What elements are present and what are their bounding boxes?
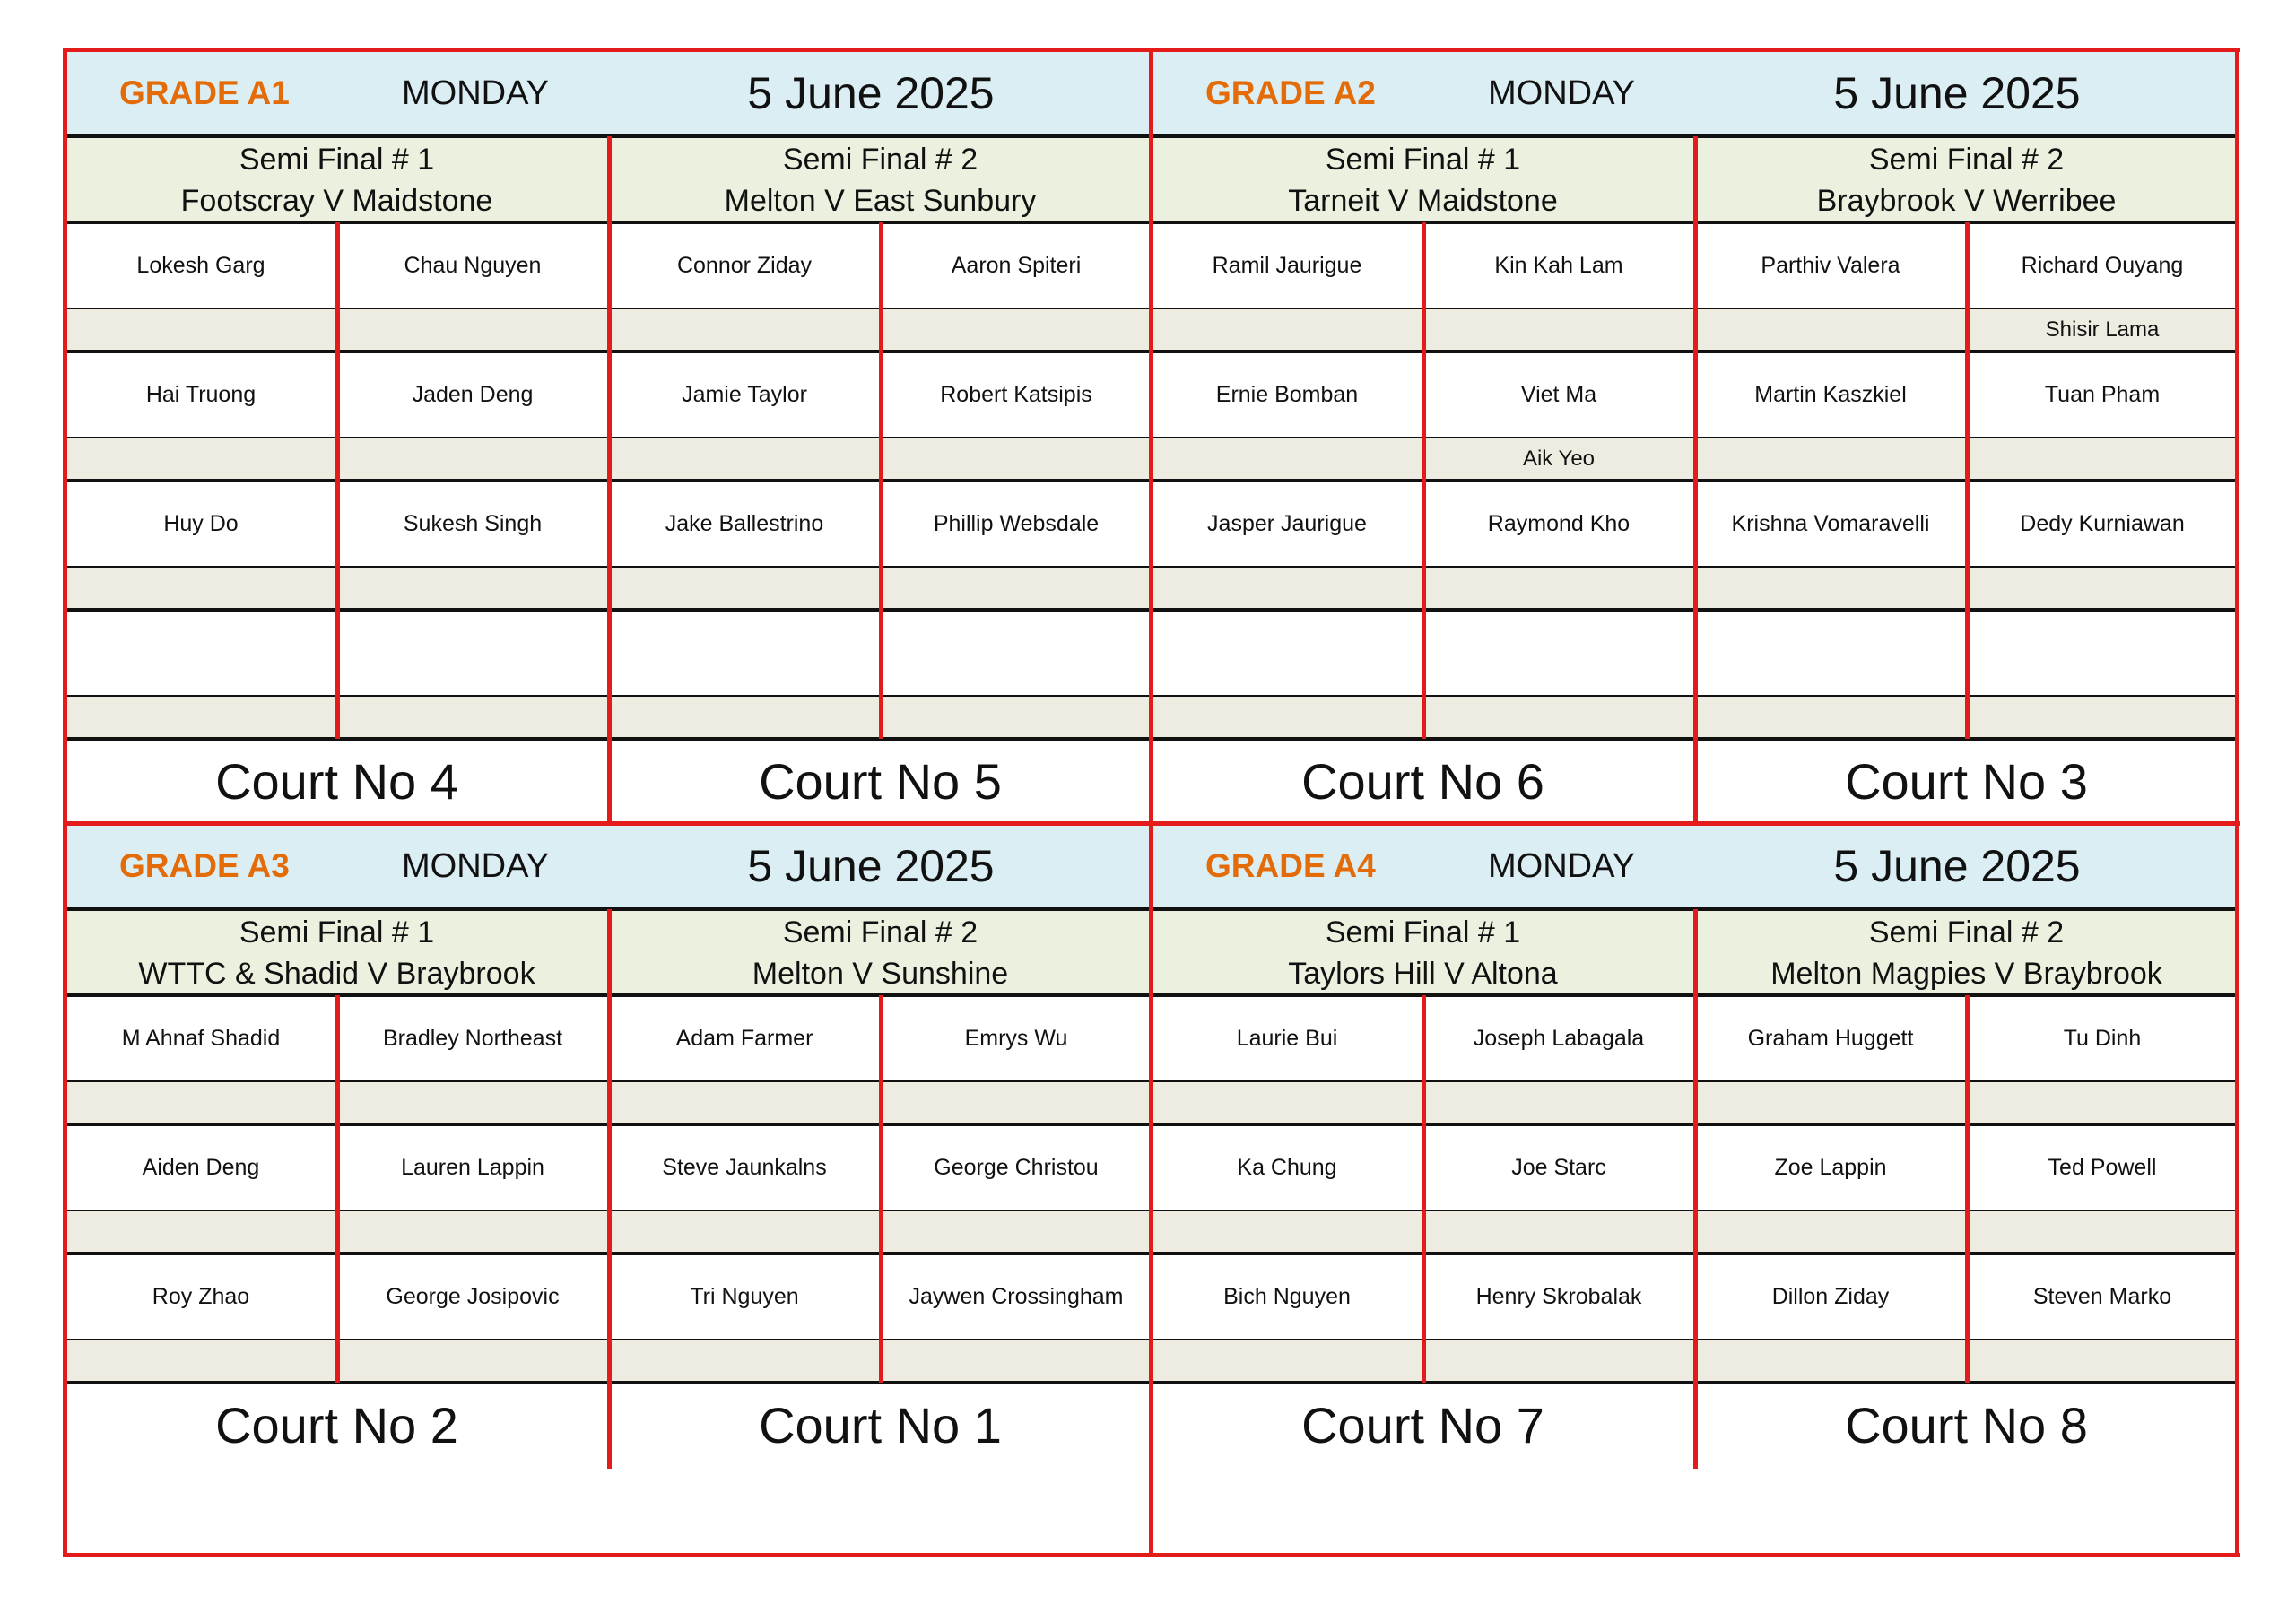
grid-divider — [879, 222, 883, 739]
match-title: Semi Final # 2 — [782, 915, 978, 950]
sub-cell — [1695, 438, 1966, 481]
grid-divider — [1965, 995, 1970, 1383]
player-cell — [1423, 610, 1694, 696]
player-cell: Joe Starc — [1511, 1155, 1606, 1180]
player-cell: Martin Kaszkiel — [1754, 382, 1907, 407]
player-cell: Laurie Bui — [1236, 1026, 1338, 1051]
sub-cell — [609, 567, 880, 610]
day-label: MONDAY — [402, 847, 549, 885]
grade-header — [65, 50, 1152, 136]
match-title: Semi Final # 2 — [1868, 915, 2065, 950]
grade-label: GRADE A2 — [1205, 74, 1376, 111]
player-cell: Tu Dinh — [2063, 1026, 2142, 1051]
court-label: Court No 4 — [215, 753, 458, 810]
court-label: Court No 2 — [215, 1397, 458, 1453]
sub-cell — [65, 438, 336, 481]
sub-cell — [609, 1210, 880, 1253]
player-cell: Ka Chung — [1237, 1155, 1337, 1180]
player-cell — [1967, 610, 2238, 696]
player-cell: Sukesh Singh — [403, 511, 543, 536]
match-title: Semi Final # 2 — [782, 143, 978, 177]
match-header — [1695, 909, 2238, 995]
sub-cell: Shisir Lama — [1967, 308, 2238, 351]
sub-cell — [65, 1340, 336, 1383]
date-label: 5 June 2025 — [747, 841, 995, 891]
sub-cell: Aik Yeo — [1423, 438, 1694, 481]
player-cell: Lauren Lappin — [401, 1155, 544, 1180]
sub-cell — [881, 1340, 1152, 1383]
player-cell: Huy Do — [163, 511, 239, 536]
grid-divider — [335, 995, 340, 1383]
grid-divider — [607, 909, 612, 1469]
player-cell: Connor Ziday — [676, 253, 813, 278]
player-cell: Bich Nguyen — [1223, 1284, 1351, 1309]
grade-label: GRADE A1 — [119, 74, 290, 111]
grid-divider — [1422, 995, 1426, 1383]
sub-cell — [1152, 1081, 1422, 1124]
court-label: Court No 6 — [1301, 753, 1544, 810]
sub-cell — [65, 567, 336, 610]
match-teams: Melton V Sunshine — [752, 957, 1009, 991]
match-title: Semi Final # 1 — [239, 915, 435, 950]
player-cell: Ernie Bomban — [1215, 382, 1359, 407]
sub-cell — [1423, 696, 1694, 739]
sub-cell — [337, 567, 608, 610]
match-header — [65, 136, 608, 222]
match-teams: Tarneit V Maidstone — [1288, 184, 1558, 218]
grid-divider — [1693, 136, 1698, 825]
court-label: Court No 1 — [759, 1397, 1002, 1453]
grade-header — [65, 823, 1152, 909]
frame-border — [63, 821, 2240, 826]
sub-cell — [1423, 1210, 1694, 1253]
sub-cell — [609, 696, 880, 739]
sub-cell — [881, 308, 1152, 351]
player-cell — [65, 610, 336, 696]
sub-cell — [1967, 438, 2238, 481]
match-header — [65, 909, 608, 995]
player-cell: George Christou — [934, 1155, 1099, 1180]
sub-cell — [65, 1210, 336, 1253]
player-cell: George Josipovic — [386, 1284, 560, 1309]
match-teams: Footscray V Maidstone — [180, 184, 493, 218]
court-label: Court No 8 — [1845, 1397, 2088, 1453]
match-header — [609, 136, 1152, 222]
player-cell: Tri Nguyen — [690, 1284, 799, 1309]
day-label: MONDAY — [1488, 74, 1635, 112]
match-header — [1152, 136, 1694, 222]
grade-header — [1152, 823, 2238, 909]
grade-panel — [65, 823, 1152, 1555]
grade-panel — [1152, 50, 2238, 823]
player-cell: Raymond Kho — [1487, 511, 1631, 536]
player-cell — [881, 610, 1152, 696]
court-label: Court No 3 — [1845, 753, 2088, 810]
player-cell: Robert Katsipis — [940, 382, 1092, 407]
court-label: Court No 7 — [1301, 1397, 1544, 1453]
player-cell: Steve Jaunkalns — [662, 1155, 827, 1180]
player-cell: Krishna Vomaravelli — [1731, 511, 1930, 536]
player-cell: Steven Marko — [2032, 1284, 2172, 1309]
sub-cell — [1695, 1081, 1966, 1124]
court-label: Court No 5 — [759, 753, 1002, 810]
player-cell: Dillon Ziday — [1771, 1284, 1890, 1309]
sub-cell — [1152, 308, 1422, 351]
match-teams: Taylors Hill V Altona — [1288, 957, 1558, 991]
sub-cell — [1967, 1081, 2238, 1124]
sub-cell — [1695, 1340, 1966, 1383]
sub-cell — [1967, 1210, 2238, 1253]
sub-cell — [1967, 1340, 2238, 1383]
grid-divider — [607, 136, 612, 825]
sub-cell — [881, 567, 1152, 610]
match-header — [1152, 909, 1694, 995]
player-cell: Dedy Kurniawan — [2020, 511, 2185, 536]
sub-cell — [337, 1081, 608, 1124]
match-title: Semi Final # 1 — [1325, 143, 1521, 177]
sub-cell — [609, 438, 880, 481]
sub-cell — [1423, 1340, 1694, 1383]
sub-cell — [65, 696, 336, 739]
player-cell: Ramil Jaurigue — [1212, 253, 1362, 278]
grade-label: GRADE A4 — [1205, 847, 1376, 884]
player-cell: Parthiv Valera — [1761, 253, 1900, 278]
player-cell: Bradley Northeast — [382, 1026, 563, 1051]
player-cell: Lokesh Garg — [136, 253, 265, 278]
date-label: 5 June 2025 — [1833, 841, 2081, 891]
grade-panel — [1152, 823, 2238, 1555]
day-label: MONDAY — [1488, 847, 1635, 885]
sub-cell — [1423, 567, 1694, 610]
player-cell: Aiden Deng — [142, 1155, 260, 1180]
match-title: Semi Final # 1 — [239, 143, 435, 177]
sub-cell — [1967, 567, 2238, 610]
sub-cell — [337, 1210, 608, 1253]
sub-cell — [1423, 308, 1694, 351]
sub-cell — [1695, 567, 1966, 610]
date-label: 5 June 2025 — [1833, 68, 2081, 118]
sub-cell — [881, 696, 1152, 739]
match-header — [609, 909, 1152, 995]
grid-divider — [335, 222, 340, 739]
sub-cell — [65, 308, 336, 351]
match-teams: WTTC & Shadid V Braybrook — [138, 957, 535, 991]
sub-cell — [1695, 1210, 1966, 1253]
fixture-sheet — [65, 50, 2238, 1555]
sub-cell — [337, 438, 608, 481]
player-cell: Aaron Spiteri — [951, 253, 1082, 278]
sub-cell — [609, 1340, 880, 1383]
player-cell — [337, 610, 608, 696]
grid-divider — [1965, 222, 1970, 739]
player-cell: Roy Zhao — [152, 1284, 250, 1309]
sub-cell — [1152, 696, 1422, 739]
sub-cell — [337, 1340, 608, 1383]
player-cell — [1152, 610, 1422, 696]
player-cell: Zoe Lappin — [1774, 1155, 1887, 1180]
player-cell: Henry Skrobalak — [1475, 1284, 1642, 1309]
player-cell: Joseph Labagala — [1473, 1026, 1645, 1051]
sub-cell — [337, 696, 608, 739]
match-title: Semi Final # 1 — [1325, 915, 1521, 950]
player-cell: Jaywen Crossingham — [909, 1284, 1124, 1309]
player-cell: Ted Powell — [2048, 1155, 2157, 1180]
player-cell: M Ahnaf Shadid — [121, 1026, 281, 1051]
sub-cell — [881, 1210, 1152, 1253]
day-label: MONDAY — [402, 74, 549, 112]
sub-cell — [1695, 696, 1966, 739]
player-cell: Emrys Wu — [964, 1026, 1068, 1051]
grade-panel — [65, 50, 1152, 823]
frame-border — [2235, 48, 2239, 1557]
match-teams: Melton Magpies V Braybrook — [1770, 957, 2162, 991]
player-cell — [1695, 610, 1966, 696]
player-cell: Jaden Deng — [412, 382, 534, 407]
player-cell: Adam Farmer — [675, 1026, 813, 1051]
match-header — [1695, 136, 2238, 222]
grid-divider — [1693, 909, 1698, 1469]
sub-cell — [881, 1081, 1152, 1124]
player-cell: Jake Ballestrino — [665, 511, 824, 536]
sub-cell — [1423, 1081, 1694, 1124]
sub-cell — [1152, 1210, 1422, 1253]
sub-cell — [609, 308, 880, 351]
player-cell — [609, 610, 880, 696]
grid-divider — [879, 995, 883, 1383]
grid-divider — [1422, 222, 1426, 739]
match-teams: Braybrook V Werribee — [1816, 184, 2117, 218]
sub-cell — [337, 308, 608, 351]
player-cell: Phillip Websdale — [933, 511, 1100, 536]
match-title: Semi Final # 2 — [1868, 143, 2065, 177]
frame-border — [63, 48, 2240, 52]
player-cell: Richard Ouyang — [2021, 253, 2184, 278]
grade-header — [1152, 50, 2238, 136]
sub-cell — [609, 1081, 880, 1124]
frame-border — [63, 48, 67, 1557]
player-cell: Jasper Jaurigue — [1207, 511, 1367, 536]
player-cell: Graham Huggett — [1747, 1026, 1914, 1051]
player-cell: Hai Truong — [145, 382, 257, 407]
sub-cell — [1152, 1340, 1422, 1383]
player-cell: Kin Kah Lam — [1494, 253, 1623, 278]
player-cell: Viet Ma — [1520, 382, 1597, 407]
player-cell: Jamie Taylor — [682, 382, 807, 407]
frame-border — [1149, 48, 1153, 1557]
frame-border — [63, 1553, 2240, 1557]
sub-cell — [881, 438, 1152, 481]
match-teams: Melton V East Sunbury — [724, 184, 1037, 218]
sub-cell — [65, 1081, 336, 1124]
sub-cell — [1695, 308, 1966, 351]
sub-cell — [1967, 696, 2238, 739]
sub-cell — [1152, 438, 1422, 481]
player-cell: Chau Nguyen — [404, 253, 542, 278]
sub-cell — [1152, 567, 1422, 610]
date-label: 5 June 2025 — [747, 68, 995, 118]
player-cell: Tuan Pham — [2044, 382, 2161, 407]
grade-label: GRADE A3 — [119, 847, 290, 884]
